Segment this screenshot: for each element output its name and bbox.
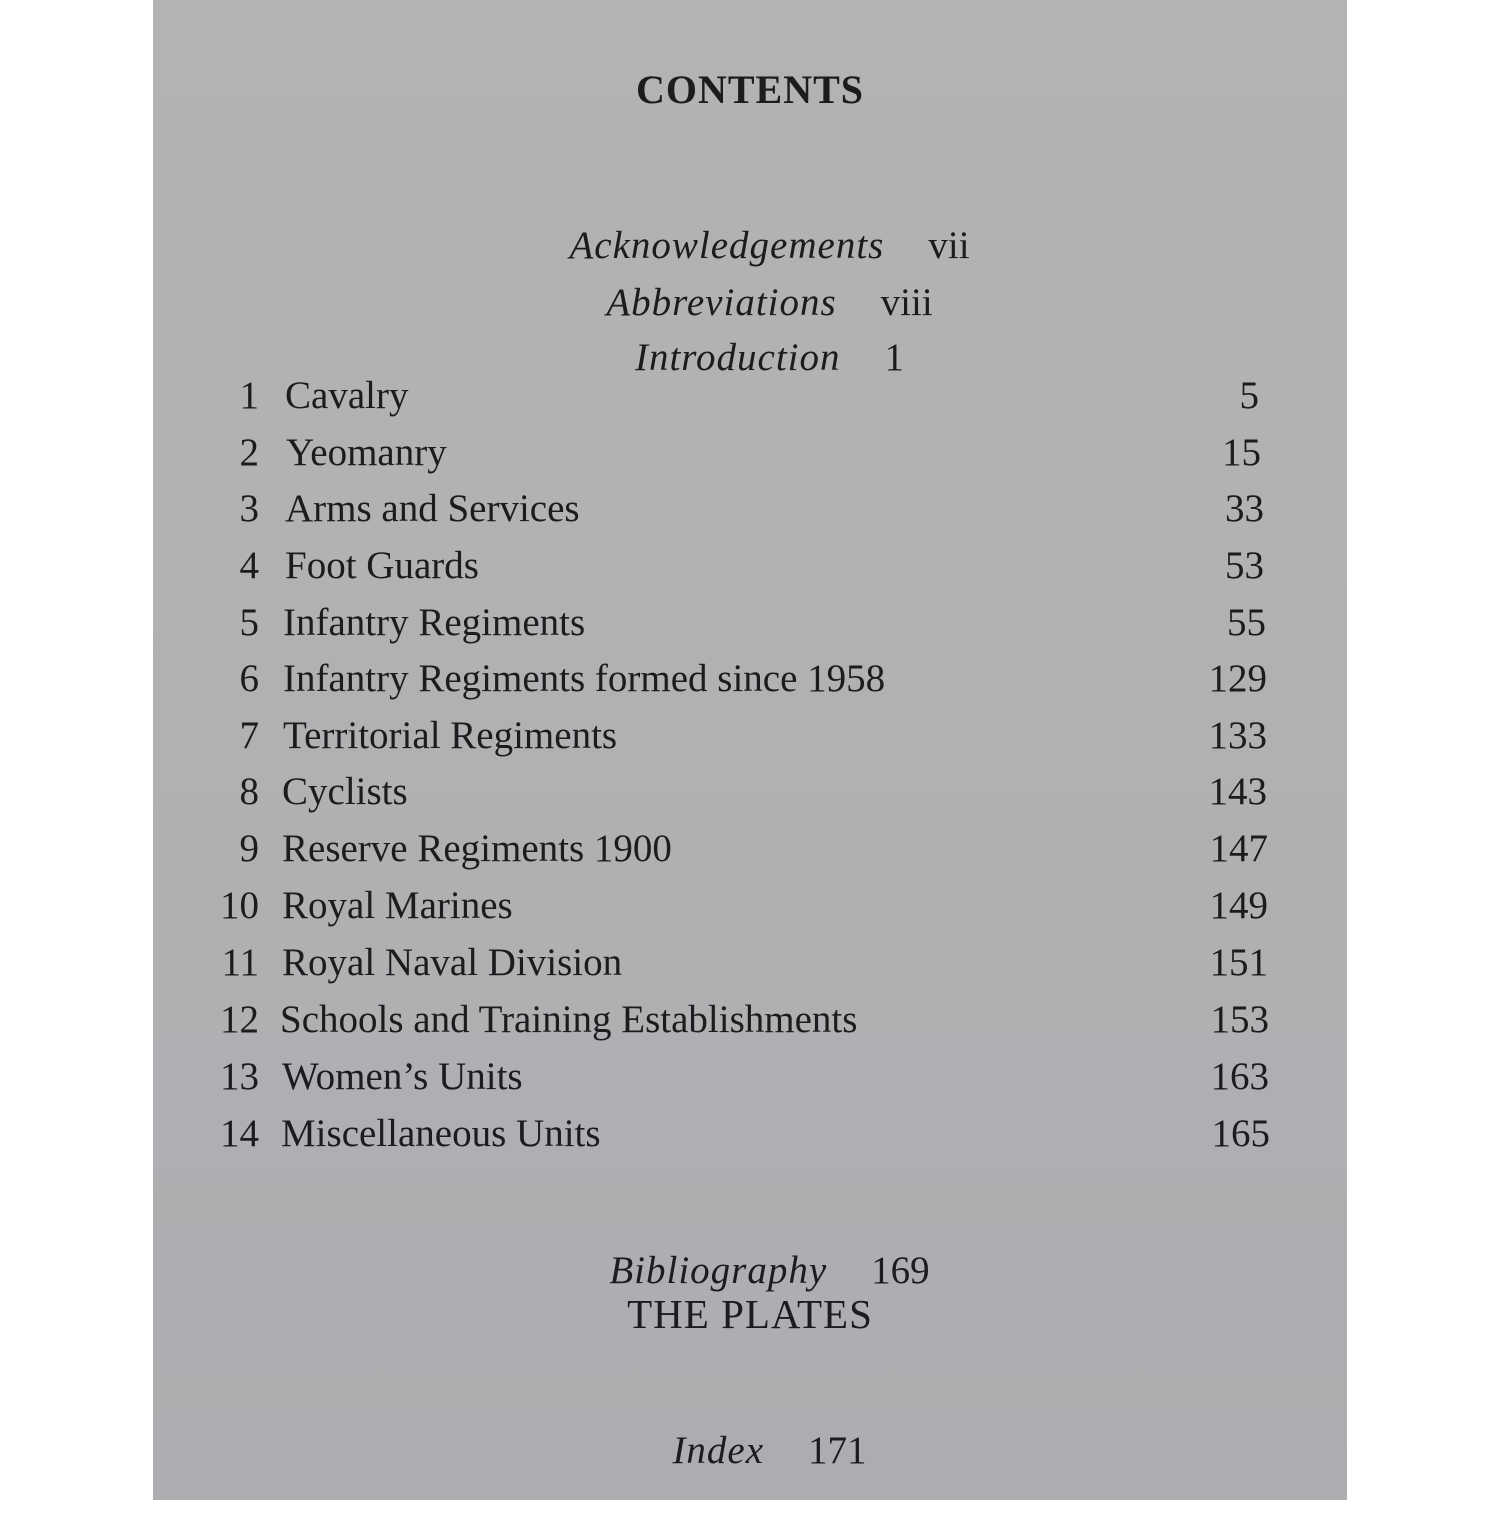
chapter-page: 129 [1208, 657, 1267, 700]
back-matter-label: Bibliography [609, 1249, 828, 1292]
chapter-page: 15 [1222, 431, 1261, 474]
front-matter-label: Abbreviations [606, 281, 837, 324]
chapter-row [153, 713, 1347, 770]
chapter-row [153, 826, 1347, 883]
front-matter-page: 1 [884, 336, 905, 379]
front-matter-label: Introduction [634, 336, 841, 379]
chapter-page: 149 [1209, 884, 1268, 927]
chapter-title: Cavalry [285, 374, 409, 417]
chapter-number: 5 [239, 601, 259, 644]
chapter-page: 55 [1227, 601, 1266, 644]
chapter-row [153, 940, 1347, 997]
chapter-page: 33 [1225, 487, 1264, 530]
chapter-page: 153 [1210, 998, 1269, 1041]
back-matter-label: Index [672, 1429, 765, 1472]
chapter-title: Royal Marines [282, 884, 513, 927]
chapter-number: 7 [239, 714, 259, 757]
chapter-page: 5 [1239, 374, 1259, 417]
back-matter-index [153, 1383, 1347, 1518]
chapter-row [153, 373, 1347, 430]
chapter-title: Yeomanry [286, 431, 447, 474]
chapter-row [153, 769, 1347, 826]
chapter-title: Miscellaneous Units [281, 1112, 601, 1155]
chapter-number: 10 [220, 884, 259, 927]
chapter-number: 3 [239, 487, 259, 530]
chapter-page: 147 [1209, 827, 1268, 870]
chapter-title: Women’s Units [282, 1055, 523, 1098]
back-matter-page: 169 [871, 1249, 930, 1292]
chapter-number: 2 [239, 431, 259, 474]
chapter-number: 6 [239, 657, 259, 700]
front-matter-page: viii [880, 281, 933, 324]
chapter-title: Arms and Services [285, 487, 580, 530]
chapter-page: 163 [1210, 1055, 1269, 1098]
chapter-row [153, 600, 1347, 657]
chapter-title: Infantry Regiments formed since 1958 [283, 657, 886, 700]
chapter-title: Infantry Regiments [283, 601, 586, 644]
chapter-title: Reserve Regiments 1900 [282, 827, 672, 870]
chapter-number: 14 [220, 1112, 259, 1155]
chapter-row [153, 543, 1347, 600]
chapter-page: 151 [1209, 941, 1268, 984]
chapter-title: Cyclists [282, 770, 408, 813]
chapter-number: 9 [239, 827, 259, 870]
chapter-number: 8 [239, 770, 259, 813]
page-title: CONTENTS [635, 67, 865, 112]
chapter-number: 11 [221, 941, 259, 984]
chapter-number: 4 [239, 544, 259, 587]
front-matter-page: vii [928, 224, 970, 267]
plates-heading: THE PLATES [627, 1291, 873, 1337]
chapter-number: 1 [239, 374, 259, 417]
chapter-row [153, 1111, 1347, 1168]
chapter-row [153, 486, 1347, 543]
book-page [153, 0, 1347, 1500]
chapter-number: 13 [220, 1055, 259, 1098]
chapter-title: Foot Guards [285, 544, 479, 587]
chapter-number: 12 [220, 998, 259, 1041]
chapter-page: 165 [1211, 1112, 1270, 1155]
chapter-page: 53 [1225, 544, 1264, 587]
back-matter-page: 171 [808, 1429, 867, 1472]
chapter-row [153, 883, 1347, 940]
chapter-page: 133 [1208, 714, 1267, 757]
front-matter-label: Acknowledgements [569, 224, 885, 267]
chapter-title: Schools and Training Establishments [280, 998, 858, 1041]
chapter-row [153, 997, 1347, 1054]
chapter-title: Royal Naval Division [282, 941, 623, 984]
chapter-row [153, 656, 1347, 713]
chapter-page: 143 [1208, 770, 1267, 813]
chapter-title: Territorial Regiments [283, 714, 618, 757]
chapter-row [153, 430, 1347, 487]
chapter-row [153, 1054, 1347, 1111]
